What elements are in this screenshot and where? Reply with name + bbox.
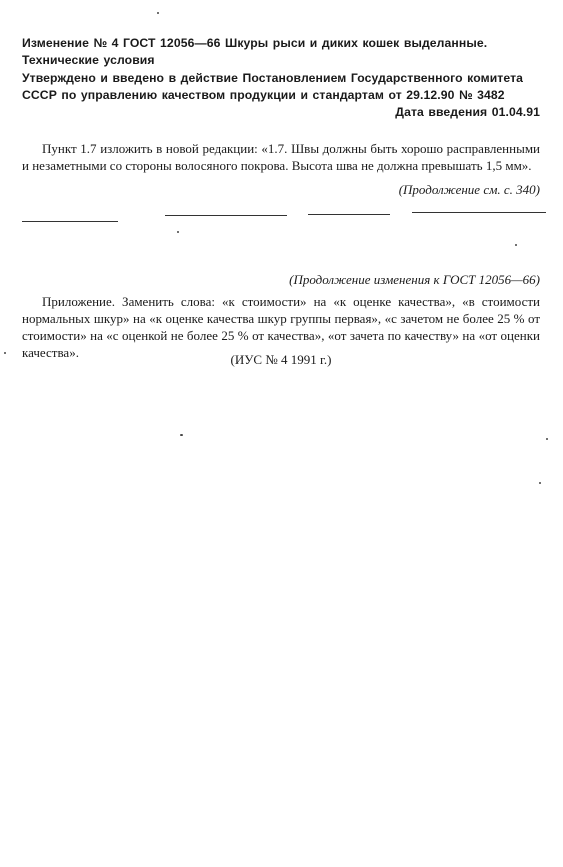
scan-speck <box>4 352 6 354</box>
separator-line <box>22 221 118 222</box>
scan-speck <box>157 12 159 14</box>
appendix-change-text: Приложение. Заменить слова: «к стоимости» на «к оценке качества», «в стоимости нормальных шкур» на «к оценке качества шкур группы первая», «с зачетом не более 25 % от стоимости» на «с оценкой не более 25 % от качества», «от зачета по качеству» на «от оценки качества». <box>22 294 540 360</box>
clause-1-7-text: Пункт 1.7 изложить в новой редакции: «1.7. Швы должны быть хорошо расправленными и незаметными со стороны волосяного покрова. Высота шва не должна превышать 1,5 мм». <box>22 141 540 173</box>
continued-from-heading: (Продолжение изменения к ГОСТ 12056—66) <box>289 272 540 287</box>
scan-speck <box>515 244 517 246</box>
approval-statement: Утверждено и введено в действие Постановлением Государственного комитета СССР по управлению качеством продукции и стандартам от 29.12.90 № 3482 <box>22 71 524 102</box>
effective-date: Дата введения 01.04.91 <box>395 105 540 119</box>
scan-speck <box>539 482 541 484</box>
amendment-title: Изменение № 4 ГОСТ 12056—66 Шкуры рыси и диких кошек выделанные. Технические условия <box>22 36 488 67</box>
continued-on-note: (Продолжение см. с. 340) <box>398 182 540 197</box>
scan-speck <box>546 438 548 440</box>
source-reference: (ИУС № 4 1991 г.) <box>230 352 332 367</box>
scan-speck <box>180 434 183 436</box>
scan-speck <box>177 231 179 233</box>
separator-line <box>412 212 546 213</box>
separator-line <box>165 215 287 216</box>
separator-line <box>308 214 390 215</box>
